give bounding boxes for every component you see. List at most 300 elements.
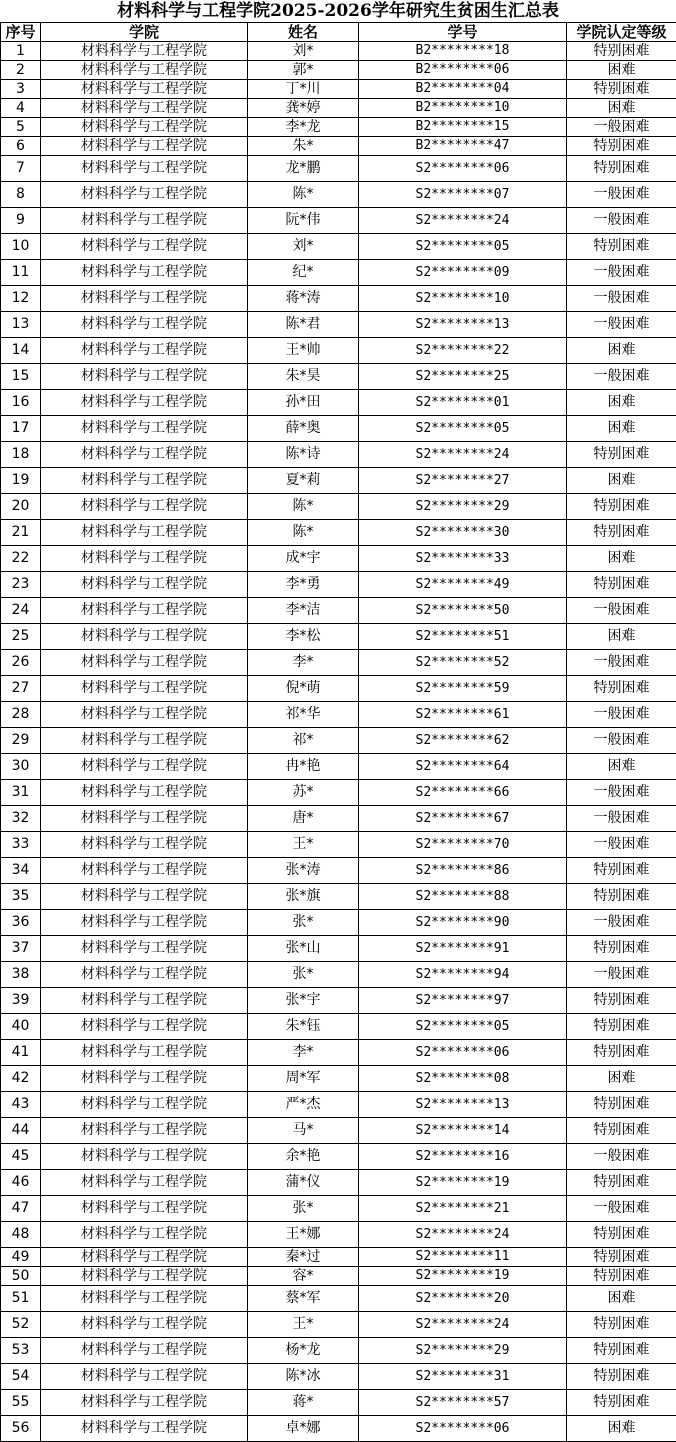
table-row (1, 494, 676, 520)
table-row (1, 1312, 676, 1338)
level-cell: 特别困难 (567, 494, 676, 520)
student-id-cell: B2********18 (359, 42, 567, 61)
table-row (1, 1267, 676, 1286)
serial-cell: 2 (1, 61, 41, 80)
name-cell: 蒋*涛 (248, 286, 359, 312)
table-row (1, 260, 676, 286)
student-id-cell: S2********24 (359, 1222, 567, 1248)
student-id-cell: S2********22 (359, 338, 567, 364)
serial-cell: 24 (1, 598, 41, 624)
college-cell: 材料科学与工程学院 (41, 910, 248, 936)
college-cell: 材料科学与工程学院 (41, 1248, 248, 1267)
level-cell: 一般困难 (567, 182, 676, 208)
table-row (1, 676, 676, 702)
college-cell: 材料科学与工程学院 (41, 1144, 248, 1170)
student-id-cell: S2********10 (359, 286, 567, 312)
table-row (1, 1196, 676, 1222)
table-row (1, 312, 676, 338)
table-row (1, 208, 676, 234)
name-cell: 严*杰 (248, 1092, 359, 1118)
level-cell: 特别困难 (567, 442, 676, 468)
level-cell: 一般困难 (567, 208, 676, 234)
name-cell: 周*军 (248, 1066, 359, 1092)
table-row (1, 520, 676, 546)
serial-cell: 18 (1, 442, 41, 468)
student-id-cell: S2********14 (359, 1118, 567, 1144)
college-cell: 材料科学与工程学院 (41, 1014, 248, 1040)
student-id-cell: S2********52 (359, 650, 567, 676)
college-cell: 材料科学与工程学院 (41, 137, 248, 156)
serial-cell: 54 (1, 1364, 41, 1390)
table-row (1, 1014, 676, 1040)
name-cell: 李* (248, 1040, 359, 1066)
level-cell: 特别困难 (567, 572, 676, 598)
college-cell: 材料科学与工程学院 (41, 1170, 248, 1196)
serial-cell: 14 (1, 338, 41, 364)
serial-cell: 49 (1, 1248, 41, 1267)
college-cell: 材料科学与工程学院 (41, 494, 248, 520)
serial-cell: 1 (1, 42, 41, 61)
serial-cell: 47 (1, 1196, 41, 1222)
table-row (1, 910, 676, 936)
student-id-cell: B2********04 (359, 80, 567, 99)
serial-cell: 41 (1, 1040, 41, 1066)
table-row (1, 1118, 676, 1144)
serial-cell: 48 (1, 1222, 41, 1248)
college-cell: 材料科学与工程学院 (41, 338, 248, 364)
name-cell: 张*山 (248, 936, 359, 962)
name-cell: 陈*君 (248, 312, 359, 338)
table-row (1, 1170, 676, 1196)
table-row (1, 780, 676, 806)
name-cell: 陈*诗 (248, 442, 359, 468)
level-cell: 特别困难 (567, 234, 676, 260)
college-cell: 材料科学与工程学院 (41, 884, 248, 910)
student-id-cell: S2********94 (359, 962, 567, 988)
college-cell: 材料科学与工程学院 (41, 1118, 248, 1144)
serial-cell: 55 (1, 1390, 41, 1416)
table-row (1, 1286, 676, 1312)
serial-cell: 20 (1, 494, 41, 520)
name-cell: 马* (248, 1118, 359, 1144)
student-id-cell: S2********29 (359, 494, 567, 520)
college-cell: 材料科学与工程学院 (41, 1364, 248, 1390)
serial-cell: 39 (1, 988, 41, 1014)
level-cell: 一般困难 (567, 118, 676, 137)
college-cell: 材料科学与工程学院 (41, 118, 248, 137)
college-cell: 材料科学与工程学院 (41, 1390, 248, 1416)
student-id-cell: S2********05 (359, 234, 567, 260)
table-row (1, 572, 676, 598)
table-row (1, 1390, 676, 1416)
college-cell: 材料科学与工程学院 (41, 962, 248, 988)
level-cell: 困难 (567, 624, 676, 650)
name-cell: 朱*昊 (248, 364, 359, 390)
serial-cell: 30 (1, 754, 41, 780)
table-row (1, 1040, 676, 1066)
level-cell: 一般困难 (567, 806, 676, 832)
name-cell: 孙*田 (248, 390, 359, 416)
name-cell: 李* (248, 650, 359, 676)
name-cell: 苏* (248, 780, 359, 806)
college-cell: 材料科学与工程学院 (41, 832, 248, 858)
student-id-cell: S2********05 (359, 416, 567, 442)
student-id-cell: S2********51 (359, 624, 567, 650)
table-row (1, 806, 676, 832)
serial-cell: 4 (1, 99, 41, 118)
student-id-cell: S2********11 (359, 1248, 567, 1267)
college-cell: 材料科学与工程学院 (41, 42, 248, 61)
table-row (1, 988, 676, 1014)
table-row (1, 182, 676, 208)
college-cell: 材料科学与工程学院 (41, 468, 248, 494)
college-cell: 材料科学与工程学院 (41, 1286, 248, 1312)
name-cell: 容* (248, 1267, 359, 1286)
name-cell: 刘* (248, 42, 359, 61)
student-id-cell: S2********24 (359, 208, 567, 234)
level-cell: 特别困难 (567, 520, 676, 546)
serial-cell: 25 (1, 624, 41, 650)
name-cell: 丁*川 (248, 80, 359, 99)
name-cell: 夏*莉 (248, 468, 359, 494)
college-cell: 材料科学与工程学院 (41, 624, 248, 650)
level-cell: 一般困难 (567, 650, 676, 676)
level-cell: 特别困难 (567, 858, 676, 884)
level-cell: 特别困难 (567, 936, 676, 962)
serial-cell: 9 (1, 208, 41, 234)
student-id-cell: S2********01 (359, 390, 567, 416)
level-cell: 一般困难 (567, 780, 676, 806)
student-id-cell: S2********05 (359, 1014, 567, 1040)
serial-cell: 3 (1, 80, 41, 99)
table-row (1, 1092, 676, 1118)
serial-cell: 22 (1, 546, 41, 572)
college-cell: 材料科学与工程学院 (41, 99, 248, 118)
table-row (1, 468, 676, 494)
level-cell: 特别困难 (567, 1248, 676, 1267)
college-cell: 材料科学与工程学院 (41, 1267, 248, 1286)
serial-cell: 17 (1, 416, 41, 442)
student-id-cell: S2********13 (359, 1092, 567, 1118)
serial-cell: 27 (1, 676, 41, 702)
table-row (1, 1364, 676, 1390)
serial-cell: 19 (1, 468, 41, 494)
name-cell: 卓*娜 (248, 1416, 359, 1442)
level-cell: 困难 (567, 1416, 676, 1442)
student-id-cell: S2********21 (359, 1196, 567, 1222)
college-cell: 材料科学与工程学院 (41, 61, 248, 80)
name-cell: 张* (248, 910, 359, 936)
student-id-cell: S2********07 (359, 182, 567, 208)
student-id-cell: S2********24 (359, 1312, 567, 1338)
table-row (1, 364, 676, 390)
serial-cell: 8 (1, 182, 41, 208)
college-cell: 材料科学与工程学院 (41, 234, 248, 260)
college-cell: 材料科学与工程学院 (41, 208, 248, 234)
serial-cell: 28 (1, 702, 41, 728)
serial-cell: 45 (1, 1144, 41, 1170)
serial-cell: 29 (1, 728, 41, 754)
student-id-cell: S2********08 (359, 1066, 567, 1092)
level-cell: 特别困难 (567, 156, 676, 182)
name-cell: 阮*伟 (248, 208, 359, 234)
student-id-cell: B2********47 (359, 137, 567, 156)
student-id-cell: S2********27 (359, 468, 567, 494)
level-cell: 特别困难 (567, 1364, 676, 1390)
level-cell: 一般困难 (567, 910, 676, 936)
name-cell: 秦*过 (248, 1248, 359, 1267)
name-cell: 祁*华 (248, 702, 359, 728)
student-id-cell: S2********67 (359, 806, 567, 832)
table-row (1, 1144, 676, 1170)
student-id-cell: S2********62 (359, 728, 567, 754)
student-id-cell: S2********88 (359, 884, 567, 910)
serial-cell: 37 (1, 936, 41, 962)
table-row (1, 137, 676, 156)
serial-cell: 42 (1, 1066, 41, 1092)
table-row (1, 156, 676, 182)
college-cell: 材料科学与工程学院 (41, 1040, 248, 1066)
college-cell: 材料科学与工程学院 (41, 260, 248, 286)
name-cell: 蒋* (248, 1390, 359, 1416)
college-cell: 材料科学与工程学院 (41, 520, 248, 546)
college-cell: 材料科学与工程学院 (41, 598, 248, 624)
student-id-cell: S2********19 (359, 1170, 567, 1196)
college-cell: 材料科学与工程学院 (41, 572, 248, 598)
college-cell: 材料科学与工程学院 (41, 1312, 248, 1338)
college-cell: 材料科学与工程学院 (41, 182, 248, 208)
name-cell: 成*宇 (248, 546, 359, 572)
name-cell: 李*勇 (248, 572, 359, 598)
serial-cell: 46 (1, 1170, 41, 1196)
level-cell: 困难 (567, 338, 676, 364)
college-cell: 材料科学与工程学院 (41, 988, 248, 1014)
name-cell: 龙*鹏 (248, 156, 359, 182)
level-cell: 特别困难 (567, 884, 676, 910)
name-cell: 纪* (248, 260, 359, 286)
serial-cell: 10 (1, 234, 41, 260)
table-header-row (1, 23, 676, 42)
table-row (1, 1248, 676, 1267)
table-row (1, 118, 676, 137)
level-cell: 困难 (567, 468, 676, 494)
serial-cell: 23 (1, 572, 41, 598)
level-cell: 一般困难 (567, 962, 676, 988)
name-cell: 王* (248, 1312, 359, 1338)
level-cell: 特别困难 (567, 1118, 676, 1144)
level-cell: 一般困难 (567, 728, 676, 754)
student-id-cell: S2********09 (359, 260, 567, 286)
level-cell: 特别困难 (567, 1222, 676, 1248)
student-id-cell: S2********86 (359, 858, 567, 884)
name-cell: 陈* (248, 520, 359, 546)
college-cell: 材料科学与工程学院 (41, 858, 248, 884)
college-cell: 材料科学与工程学院 (41, 728, 248, 754)
name-cell: 张* (248, 1196, 359, 1222)
page-title: 材料科学与工程学院2025-2026学年研究生贫困生汇总表 (0, 0, 676, 22)
level-cell: 一般困难 (567, 598, 676, 624)
table-row (1, 650, 676, 676)
name-cell: 李*洁 (248, 598, 359, 624)
student-id-cell: S2********29 (359, 1338, 567, 1364)
table-row (1, 962, 676, 988)
table-row (1, 832, 676, 858)
college-cell: 材料科学与工程学院 (41, 754, 248, 780)
level-cell: 特别困难 (567, 1338, 676, 1364)
college-cell: 材料科学与工程学院 (41, 676, 248, 702)
level-cell: 特别困难 (567, 1312, 676, 1338)
table-row (1, 338, 676, 364)
level-cell: 特别困难 (567, 676, 676, 702)
name-cell: 杨*龙 (248, 1338, 359, 1364)
student-id-cell: S2********31 (359, 1364, 567, 1390)
college-cell: 材料科学与工程学院 (41, 1092, 248, 1118)
level-cell: 特别困难 (567, 80, 676, 99)
name-cell: 余*艳 (248, 1144, 359, 1170)
table-row (1, 728, 676, 754)
table-row (1, 80, 676, 99)
student-id-cell: S2********13 (359, 312, 567, 338)
student-id-cell: S2********06 (359, 1040, 567, 1066)
level-cell: 一般困难 (567, 286, 676, 312)
serial-cell: 32 (1, 806, 41, 832)
serial-cell: 5 (1, 118, 41, 137)
student-id-cell: S2********49 (359, 572, 567, 598)
level-cell: 特别困难 (567, 1040, 676, 1066)
name-cell: 朱*钰 (248, 1014, 359, 1040)
serial-cell: 56 (1, 1416, 41, 1442)
serial-cell: 13 (1, 312, 41, 338)
student-id-cell: S2********61 (359, 702, 567, 728)
header-student-id: 学号 (359, 23, 567, 42)
name-cell: 陈* (248, 494, 359, 520)
student-id-cell: S2********50 (359, 598, 567, 624)
level-cell: 一般困难 (567, 1144, 676, 1170)
name-cell: 唐* (248, 806, 359, 832)
college-cell: 材料科学与工程学院 (41, 156, 248, 182)
serial-cell: 36 (1, 910, 41, 936)
name-cell: 薛*奥 (248, 416, 359, 442)
serial-cell: 50 (1, 1267, 41, 1286)
table-row (1, 936, 676, 962)
name-cell: 王*帅 (248, 338, 359, 364)
level-cell: 特别困难 (567, 1014, 676, 1040)
poverty-student-table (0, 22, 676, 1442)
name-cell: 蔡*军 (248, 1286, 359, 1312)
level-cell: 一般困难 (567, 312, 676, 338)
name-cell: 李*龙 (248, 118, 359, 137)
serial-cell: 34 (1, 858, 41, 884)
table-row (1, 286, 676, 312)
name-cell: 张*宇 (248, 988, 359, 1014)
student-id-cell: B2********06 (359, 61, 567, 80)
student-id-cell: S2********70 (359, 832, 567, 858)
level-cell: 一般困难 (567, 702, 676, 728)
college-cell: 材料科学与工程学院 (41, 442, 248, 468)
table-row (1, 442, 676, 468)
level-cell: 困难 (567, 754, 676, 780)
level-cell: 困难 (567, 99, 676, 118)
serial-cell: 31 (1, 780, 41, 806)
college-cell: 材料科学与工程学院 (41, 312, 248, 338)
table-row (1, 1222, 676, 1248)
college-cell: 材料科学与工程学院 (41, 1416, 248, 1442)
name-cell: 张* (248, 962, 359, 988)
college-cell: 材料科学与工程学院 (41, 1338, 248, 1364)
table-row (1, 884, 676, 910)
serial-cell: 53 (1, 1338, 41, 1364)
serial-cell: 35 (1, 884, 41, 910)
table-row (1, 624, 676, 650)
name-cell: 李*松 (248, 624, 359, 650)
level-cell: 一般困难 (567, 1196, 676, 1222)
name-cell: 张*旗 (248, 884, 359, 910)
college-cell: 材料科学与工程学院 (41, 1222, 248, 1248)
student-id-cell: S2********25 (359, 364, 567, 390)
table-row (1, 42, 676, 61)
college-cell: 材料科学与工程学院 (41, 1066, 248, 1092)
name-cell: 王*娜 (248, 1222, 359, 1248)
name-cell: 刘* (248, 234, 359, 260)
level-cell: 一般困难 (567, 364, 676, 390)
name-cell: 冉*艳 (248, 754, 359, 780)
serial-cell: 40 (1, 1014, 41, 1040)
student-id-cell: S2********30 (359, 520, 567, 546)
level-cell: 特别困难 (567, 1170, 676, 1196)
level-cell: 特别困难 (567, 42, 676, 61)
table-row (1, 598, 676, 624)
serial-cell: 44 (1, 1118, 41, 1144)
college-cell: 材料科学与工程学院 (41, 390, 248, 416)
student-id-cell: S2********91 (359, 936, 567, 962)
student-id-cell: S2********06 (359, 156, 567, 182)
student-id-cell: S2********24 (359, 442, 567, 468)
serial-cell: 33 (1, 832, 41, 858)
student-id-cell: S2********97 (359, 988, 567, 1014)
table-row (1, 546, 676, 572)
college-cell: 材料科学与工程学院 (41, 416, 248, 442)
student-id-cell: B2********15 (359, 118, 567, 137)
student-id-cell: S2********90 (359, 910, 567, 936)
serial-cell: 15 (1, 364, 41, 390)
serial-cell: 11 (1, 260, 41, 286)
serial-cell: 6 (1, 137, 41, 156)
name-cell: 蒲*仪 (248, 1170, 359, 1196)
student-id-cell: B2********10 (359, 99, 567, 118)
name-cell: 倪*萌 (248, 676, 359, 702)
college-cell: 材料科学与工程学院 (41, 780, 248, 806)
student-id-cell: S2********19 (359, 1267, 567, 1286)
name-cell: 王* (248, 832, 359, 858)
table-row (1, 754, 676, 780)
serial-cell: 21 (1, 520, 41, 546)
student-id-cell: S2********57 (359, 1390, 567, 1416)
college-cell: 材料科学与工程学院 (41, 364, 248, 390)
student-id-cell: S2********64 (359, 754, 567, 780)
table-row (1, 1416, 676, 1442)
level-cell: 特别困难 (567, 1267, 676, 1286)
student-id-cell: S2********06 (359, 1416, 567, 1442)
college-cell: 材料科学与工程学院 (41, 936, 248, 962)
serial-cell: 38 (1, 962, 41, 988)
table-body (1, 42, 676, 1442)
name-cell: 陈* (248, 182, 359, 208)
table-row (1, 61, 676, 80)
table-row (1, 234, 676, 260)
level-cell: 困难 (567, 1066, 676, 1092)
serial-cell: 16 (1, 390, 41, 416)
student-id-cell: S2********16 (359, 1144, 567, 1170)
